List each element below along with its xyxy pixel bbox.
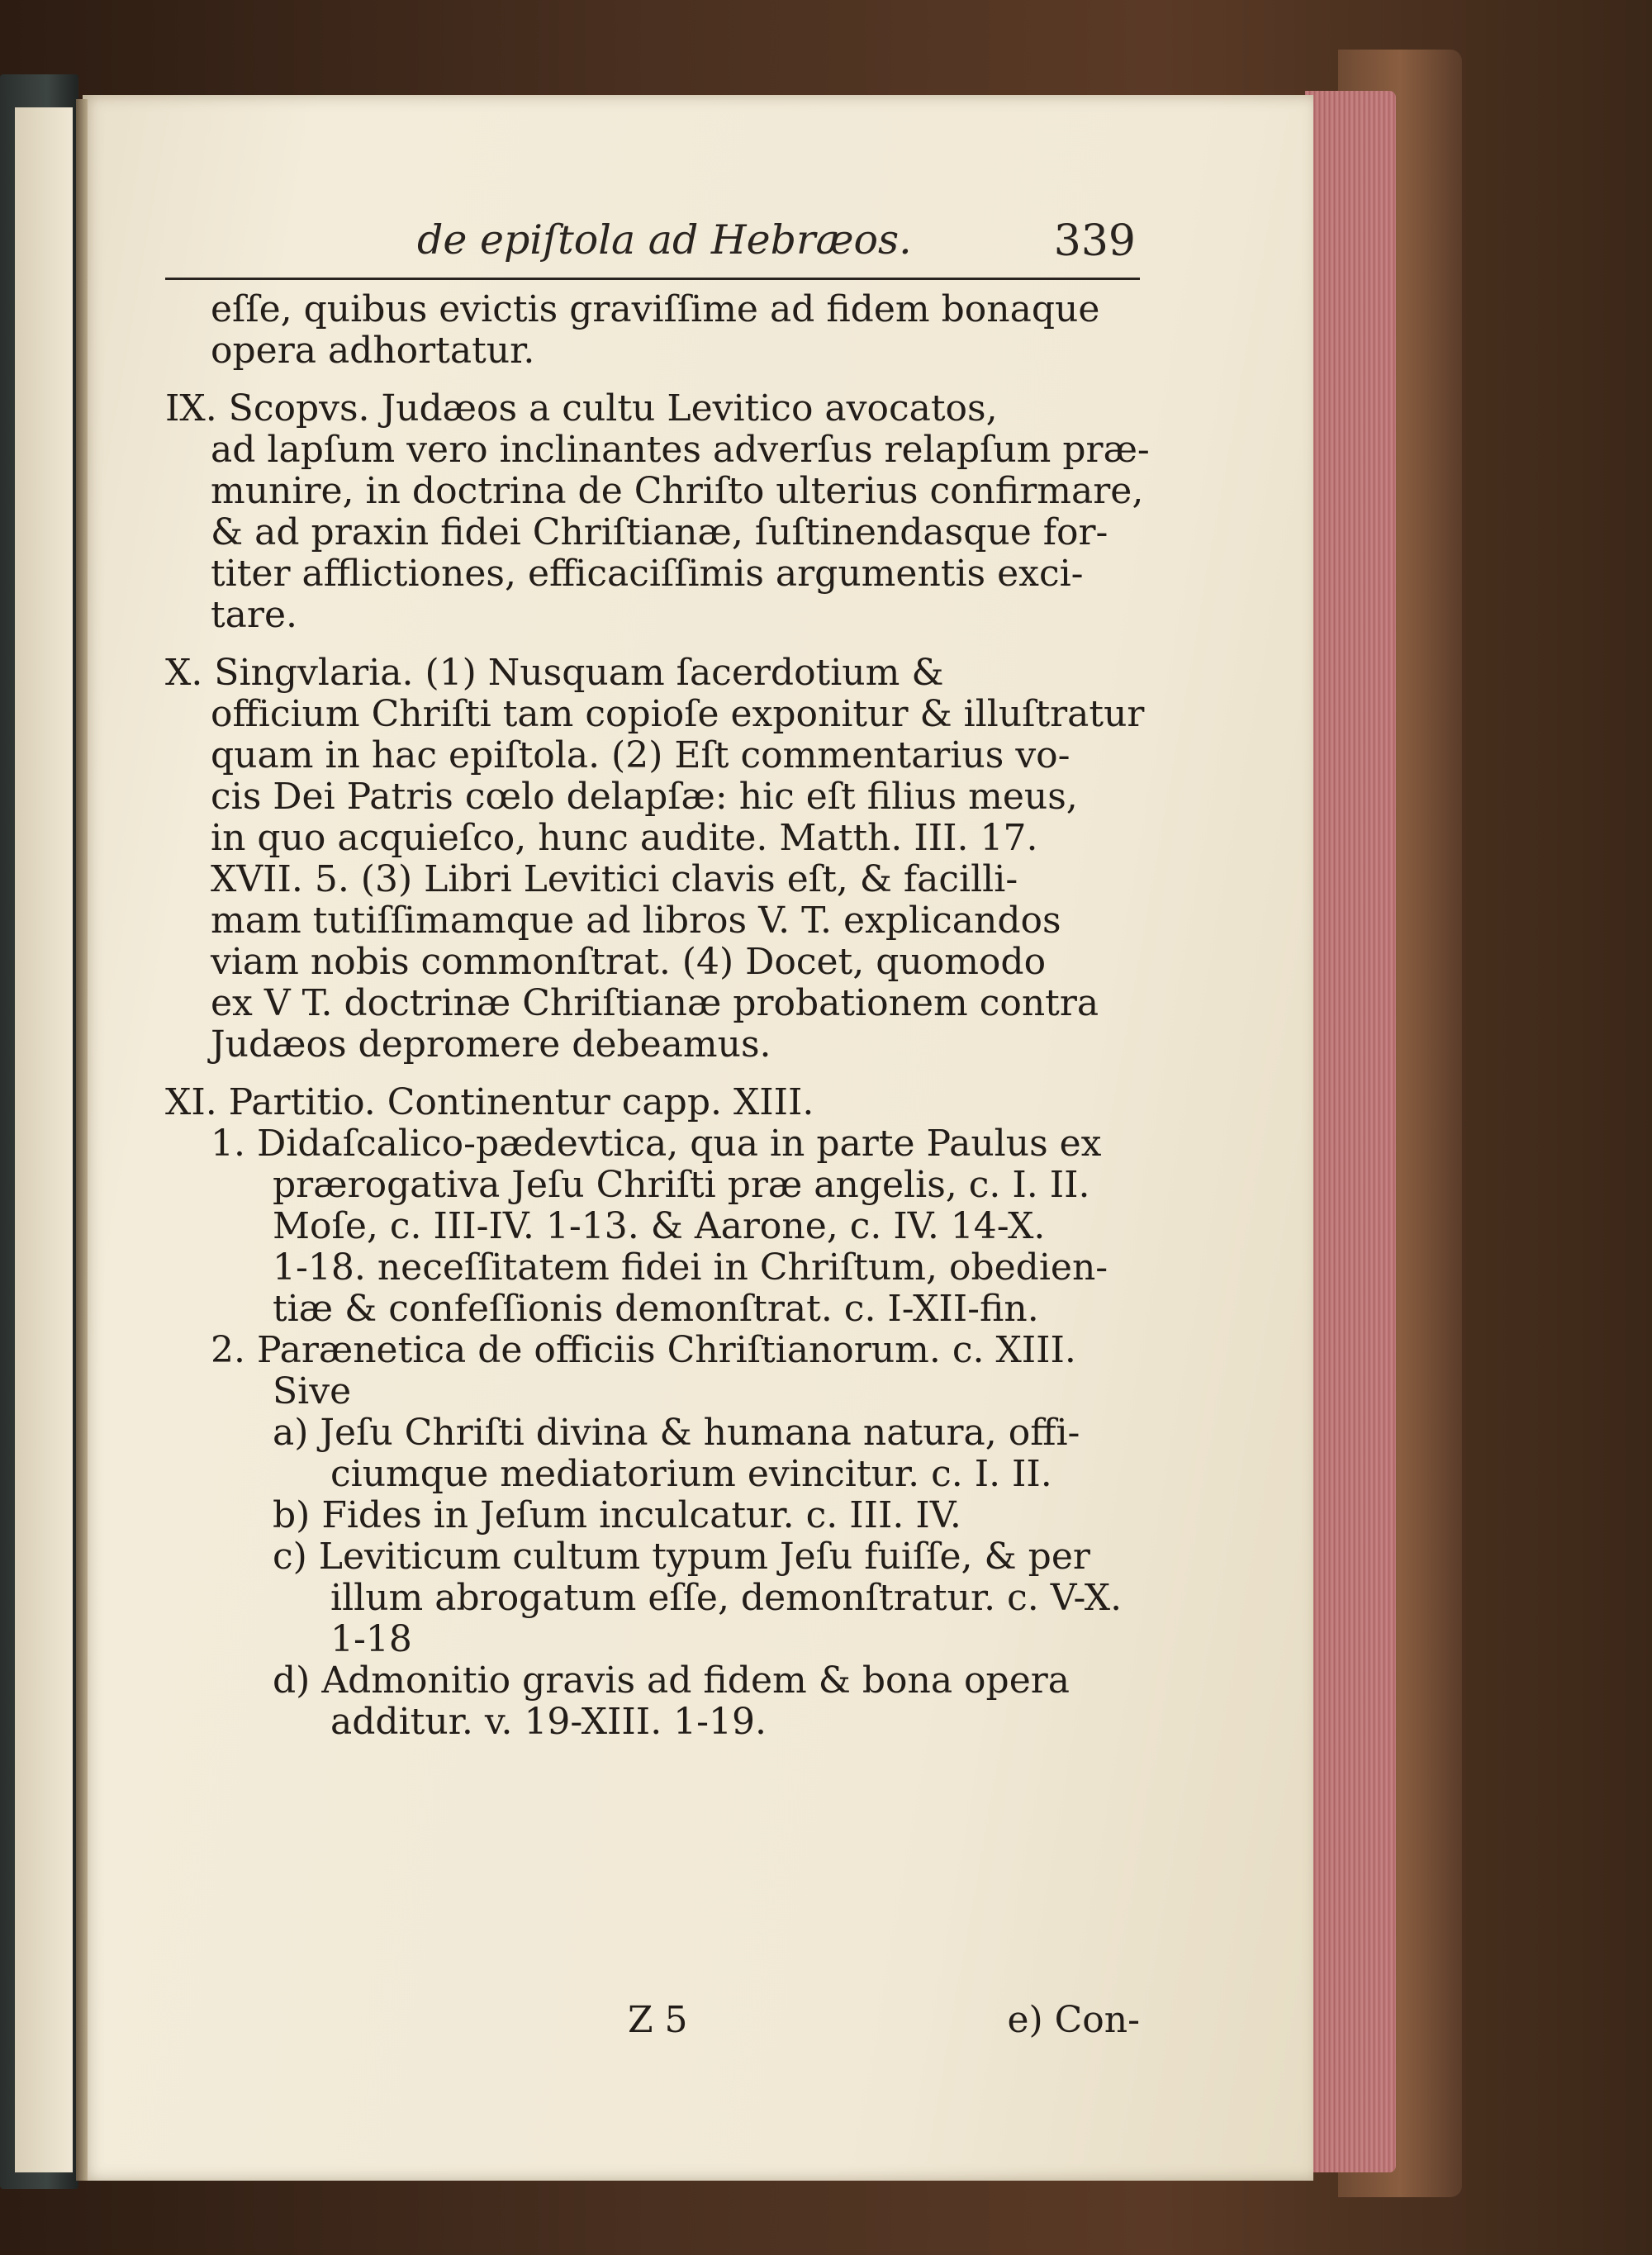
text-line: prærogativa Jeſu Chriſti præ angelis, c. I. II. xyxy=(273,1164,1090,1206)
sub-item-c: c) Leviticum cultum typum Jeſu fuiſſe, & per xyxy=(273,1536,1090,1578)
text-line: eſſe, quibus evictis graviſſime ad fidem bonaque xyxy=(211,288,1100,330)
sub-item-a: a) Jeſu Chriſti divina & humana natura, offi- xyxy=(273,1412,1080,1454)
text-line: ex V T. doctrinæ Chriſtianæ probationem contra xyxy=(211,982,1099,1024)
text-line: ciumque mediatorium evincitur. c. I. II. xyxy=(330,1453,1052,1495)
signature-mark: Z 5 xyxy=(628,1999,688,2041)
text-line: 1-18 xyxy=(330,1618,412,1660)
text-line: tare. xyxy=(211,594,297,636)
running-head-title: de epiſtola ad Hebræos. xyxy=(417,216,912,263)
page-edge-red xyxy=(1305,91,1396,2172)
partition-item-1: 1. Didaſcalico-pædevtica, qua in parte Paulus ex xyxy=(211,1123,1102,1165)
text-line: Judæos depromere debeamus. xyxy=(211,1023,771,1066)
text-line: quam in hac epiſtola. (2) Eſt commentarius vo- xyxy=(211,734,1070,776)
text-line: munire, in doctrina de Chriſto ulterius confirmare, xyxy=(211,470,1144,512)
catchword: e) Con- xyxy=(1007,1999,1140,2041)
text-line: tiæ & confeſſionis demonſtrat. c. I-XII-fin. xyxy=(273,1288,1039,1330)
page-body xyxy=(165,288,1150,1743)
text-line: additur. v. 19-XIII. 1-19. xyxy=(330,1701,767,1743)
header-rule xyxy=(165,278,1140,280)
text-line: Sive xyxy=(273,1370,352,1412)
section-ix-heading-line: IX. Scopvs. Judæos a cultu Levitico avocatos, xyxy=(165,387,998,430)
text-line: officium Chriſti tam copioſe exponitur & illuſtratur xyxy=(211,693,1145,735)
text-line: 1-18. neceſſitatem fidei in Chriſtum, obedien- xyxy=(273,1246,1108,1289)
text-line: & ad praxin fidei Chriſtianæ, ſuſtinendasque for- xyxy=(211,511,1108,553)
text-line: titer afflictiones, efficaciſſimis argumentis exci- xyxy=(211,553,1084,595)
sub-item-d: d) Admonitio gravis ad fidem & bona opera xyxy=(273,1659,1070,1702)
text-line: XVII. 5. (3) Libri Levitici clavis eſt, & facilli- xyxy=(211,858,1018,900)
text-line: ad lapſum vero inclinantes adverſus relapſum præ- xyxy=(211,429,1150,471)
partition-item-2: 2. Parænetica de officiis Chriſtianorum. c. XIII. xyxy=(211,1329,1076,1371)
running-head xyxy=(165,216,1136,282)
text-line: viam nobis commonſtrat. (4) Docet, quomodo xyxy=(211,941,1047,983)
text-line: illum abrogatum eſſe, demonſtratur. c. V-X. xyxy=(330,1577,1123,1619)
section-x-heading-line: X. Singvlaria. (1) Nusquam ſacerdotium & xyxy=(165,652,944,694)
section-xi-heading-line: XI. Partitio. Continentur capp. XIII. xyxy=(165,1081,814,1123)
page-footer xyxy=(165,1999,1140,2048)
text-line: mam tutiſſimamque ad libros V. T. explicandos xyxy=(211,900,1061,942)
page-number: 339 xyxy=(1053,216,1136,266)
left-page-sliver xyxy=(15,107,73,2172)
text-line: Moſe, c. III-IV. 1-13. & Aarone, c. IV. 14-X. xyxy=(273,1205,1046,1247)
text-line: cis Dei Patris cœlo delapſæ: hic eſt filius meus, xyxy=(211,776,1078,818)
sub-item-b: b) Fides in Jeſum inculcatur. c. III. IV. xyxy=(273,1494,961,1536)
text-line: in quo acquieſco, hunc audite. Matth. III. 17. xyxy=(211,817,1038,859)
text-line: opera adhortatur. xyxy=(211,330,535,372)
page-gutter xyxy=(76,99,88,2181)
